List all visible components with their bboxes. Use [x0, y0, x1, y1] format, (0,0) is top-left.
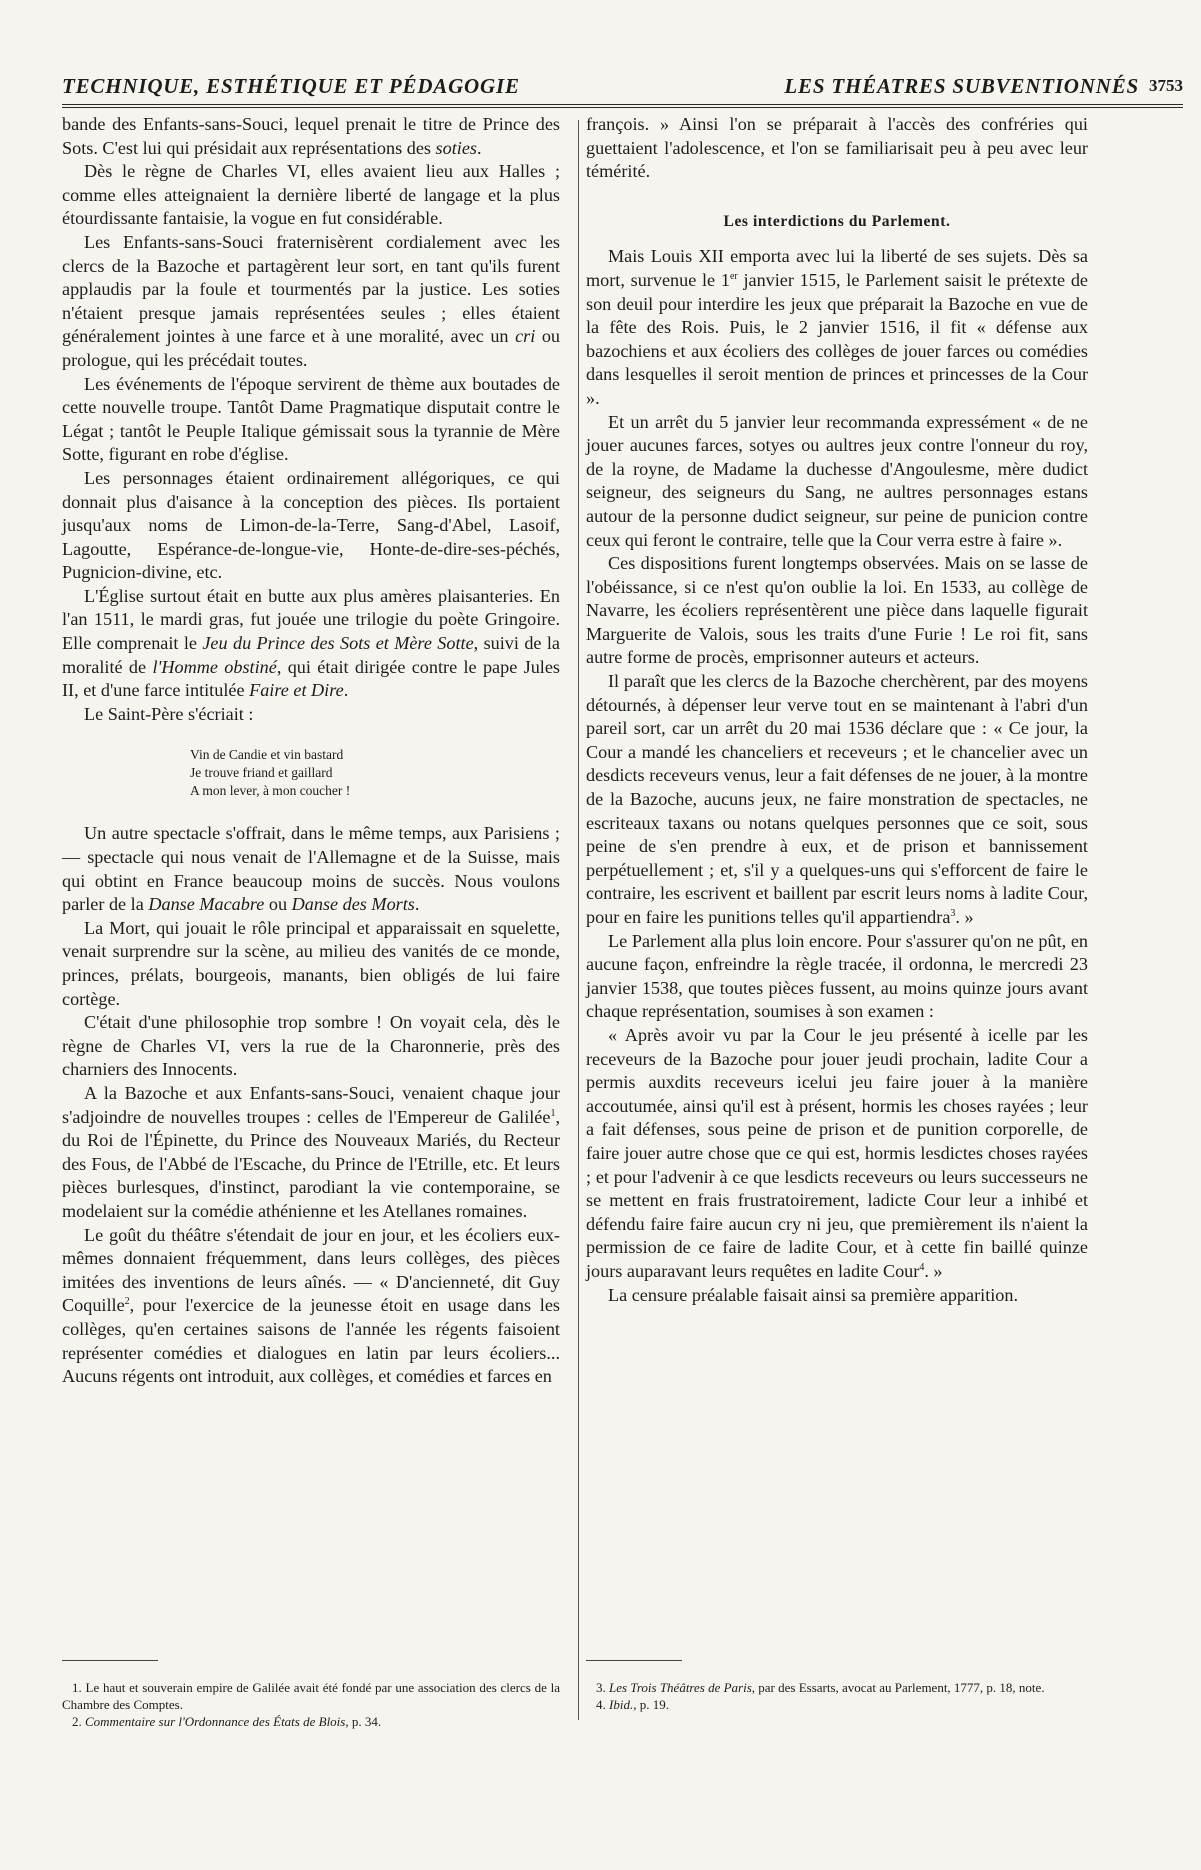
page-number: 3753 [1149, 76, 1183, 95]
footnote-rule [586, 1660, 682, 1661]
footnote-ref: 1 [550, 1107, 556, 1119]
section-title: Les interdictions du Parlement. [723, 212, 951, 230]
footnote: 2. Commentaire sur l'Ordonnance des États de Blois, p. 34. [72, 1714, 382, 1729]
footnote: 3. Les Trois Théâtres de Paris, par des Essarts, avocat au Parlement, 1777, p. 18, note. [596, 1680, 1045, 1695]
header-left-title: TECHNIQUE, ESTHÉTIQUE ET PÉDAGOGIE [62, 74, 520, 98]
footnotes-left [62, 1679, 560, 1730]
paragraph: Les Enfants-sans-Souci fraternisèrent cordialement avec les clercs de la Bazoche et partagèrent leur sort, en tant qu'ils furent applaudis par la foule et tourmentés par la justice. Les soties n'étaient presque jamais représentées seules ; elles étaient généralement jointes à une farce et à une moralité, avec un cri ou prologue, qui les précédait toutes. [62, 231, 560, 370]
header-rule-thin [62, 107, 1183, 108]
running-header [62, 74, 1183, 102]
paragraph: bande des Enfants-sans-Souci, lequel prenait le titre de Prince des Sots. C'est lui qui présidait aux représentations des soties. [62, 114, 560, 158]
paragraph: Dès le règne de Charles VI, elles avaient lieu aux Halles ; comme elles atteignaient la dernière liberté de langage et la plus étourdissante fantaisie, la vogue en fut considérable. [62, 161, 560, 229]
paragraph: La censure préalable faisait ainsi sa première apparition. [608, 1284, 1019, 1305]
footnote: 1. Le haut et souverain empire de Galilée avait été fondé par une association des clercs de la Chambre des Comptes. [62, 1680, 560, 1712]
header-right-title: LES THÉATRES SUBVENTIONNÉS [784, 74, 1139, 98]
column-divider [578, 120, 579, 1720]
paragraph: françois. » Ainsi l'on se préparait à l'accès des confréries qui guettaient l'adolescence, et l'on se familiarisait peu à peu avec leur témérité. [586, 114, 1088, 182]
footnotes-right [586, 1679, 1088, 1713]
paragraph: Le Saint-Père s'écriait : [84, 703, 254, 724]
paragraph: Il paraît que les clercs de la Bazoche cherchèrent, par des moyens détournés, à dépenser leur verve tout en se maintenant à l'abri d'un pareil sort, car un arrêt du 20 mai 1536 déclare que : « Ce jour, la Cour a mandé les chanceliers et receveurs ; et le chancelier avec un desdicts receveurs venus, leur a fait défenses de ne jouer, à la montre de la Bazoche, aucuns jeux, ne faire monstration de spectacles, ne escriteaux taxans ou notans quelques personnes que ce soit, sous peine de s'en prendre à eux, et de prison et bannissement perpétuellement ; et, s'il y a quelques-uns qui s'efforcent de faire le contraire, les escrivent et baillent par escrit leurs noms à ladite Cour, pour en faire les punitions telles qu'il appartiendra$^3$. » [586, 671, 1088, 927]
paragraph: Et un arrêt du 5 janvier leur recommanda expressément « de ne jouer aucunes farces, sotyes ou aultres jeux contre l'onneur du roy, de la royne, de Madame la duchesse d'Angoulesme, mère dudict seigneur, des seigneurs du Sang, ne aultres personnages estans autour de la personne dudict seigneur, sur peine de punicion contre ceux qui feront le contraire, telle que la Cour verra estre à faire ». [586, 411, 1088, 550]
paragraph: « Après avoir vu par la Cour le jeu présenté à icelle par les receveurs de la Bazoche pour jouer jeudi prochain, ladite Cour a permis auxdits receveurs icelui jeu faire jouer à la manière accoutumée, ainsi qu'il est à présent, hormis les choses rayées ; leur a fait défenses, sous peine de prison et de punition corporelle, de faire jouer autre chose que ce qui est, hormis lesdictes choses rayées ; et pour l'advenir à ce que lesdicts receveurs ou leurs successeurs ne se mettent en frais frustratoirement, ladicte Cour leur a inhibé et défendu faire faire aucun cry ni jeu, que premièrement ils n'aient la permission de ce faire de ladite Cour, et à cette fin baillé quinze jours auparavant leurs requêtes en ladite Cour$^4$. » [586, 1024, 1088, 1281]
header-rule [62, 104, 1183, 105]
paragraph: A la Bazoche et aux Enfants-sans-Souci, venaient chaque jour s'adjoindre de nouvelles troupes : celles de l'Empereur de Galilée$^1$, du Roi de l'Épinette, du Prince des Nouveaux Mariés, du Recteur des Fous, de l'Abbé de l'Escache, du Prince de l'Etrille, etc. Et leurs pièces burlesques, d'instinct, parodiant la vie contemporaine, se modelaient sur la comédie athénienne et les Atellanes romaines. [62, 1082, 560, 1221]
paragraph: Les événements de l'époque servirent de thème aux boutades de cette nouvelle troupe. Tantôt Dame Pragmatique disputait contre le Légat ; tantôt le Peuple Italique gémissait sous la tyrannie de Mère Sotte, figurant en robe d'église. [62, 373, 560, 465]
footnote-rule [62, 1660, 158, 1661]
paragraph: Le Parlement alla plus loin encore. Pour s'assurer qu'on ne pût, en aucune façon, enfreindre la règle tracée, il ordonna, le mercredi 23 janvier 1538, que toutes pièces fussent, au moins quinze jours avant chaque représentation, soumises à son examen : [586, 930, 1088, 1022]
footnote-ref: 4 [919, 1261, 925, 1273]
paragraph: La Mort, qui jouait le rôle principal et apparaissait en squelette, venait surprendre sur la scène, au milieu des vanités de ce monde, princes, prélats, bourgeois, manants, bien obligés de lui faire cortège. [62, 917, 560, 1009]
paragraph: C'était d'une philosophie trop sombre ! On voyait cela, dès le règne de Charles VI, vers la rue de la Charonnerie, près des charniers des Innocents. [62, 1012, 560, 1080]
paragraph: Mais Louis XII emporta avec lui la liberté de ses sujets. Dès sa mort, survenue le 1er janvier 1515, le Parlement saisit le prétexte de son deuil pour interdire les jeux que préparait la Bazoche en vue de la fête des Rois. Puis, le 2 janvier 1516, il fit « défense aux bazochiens et aux écoliers des collèges de jouer farces ou comédies dans lesquelles il seroit mention de princes et princesses de la Cour ». [586, 246, 1088, 408]
footnote: 4. Ibid., p. 19. [596, 1697, 669, 1712]
paragraph: Un autre spectacle s'offrait, dans le même temps, aux Parisiens ; — spectacle qui nous venait de l'Allemagne et de la Suisse, mais qui obtint en France beaucoup moins de succès. Nous voulons parler de la Danse Macabre ou Danse des Morts. [62, 823, 560, 915]
verse-quote [190, 746, 560, 800]
footnote-ref: 2 [124, 1296, 130, 1308]
paragraph: Les personnages étaient ordinairement allégoriques, ce qui donnait plus d'aisance à la conception des pièces. Ils portaient jusqu'aux noms de Limon-de-la-Terre, Sang-d'Abel, Lasoif, Lagoutte, Espérance-de-longue-vie, Honte-de-dire-ses-péchés, Pugnicion-divine, etc. [62, 467, 560, 583]
right-column [586, 113, 1088, 1307]
paragraph: Le goût du théâtre s'étendait de jour en jour, et les écoliers eux-mêmes donnaient fréquemment, dans leurs collèges, des pièces imitées des inventions de leurs aînés. — « D'ancienneté, dit Guy Coquille$^2$, pour l'exercice de la jeunesse étoit en usage dans les collèges, qu'en certaines saisons de l'année les régents faisoient représenter comédies et dialogues en latin par leurs écoliers... Aucuns régents ont introduit, aux collèges, et comédies et farces en [62, 1224, 560, 1387]
verse-line: A mon lever, à mon coucher ! [190, 783, 351, 799]
footnote-ref: 3 [950, 907, 956, 919]
verse-line: Vin de Candie et vin bastard [190, 747, 344, 763]
left-column [62, 113, 560, 1389]
paragraph: L'Église surtout était en butte aux plus amères plaisanteries. En l'an 1511, le mardi gras, fut jouée une trilogie du poète Gringoire. Elle comprenait le Jeu du Prince des Sots et Mère Sotte, suivi de la moralité de l'Homme obstiné, qui était dirigée contre le pape Jules II, et d'une farce intitulée Faire et Dire. [62, 585, 560, 701]
paragraph: Ces dispositions furent longtemps observées. Mais on se lasse de l'obéissance, si ce n'est qu'on oublie la loi. En 1533, au collège de Navarre, les écoliers représentèrent une pièce dans laquelle figurait Marguerite de Valois, sous les traits d'une Furie ! Le roi fit, sans autre forme de procès, emprisonner auteurs et acteurs. [586, 553, 1088, 668]
verse-line: Je trouve friand et gaillard [190, 765, 333, 781]
